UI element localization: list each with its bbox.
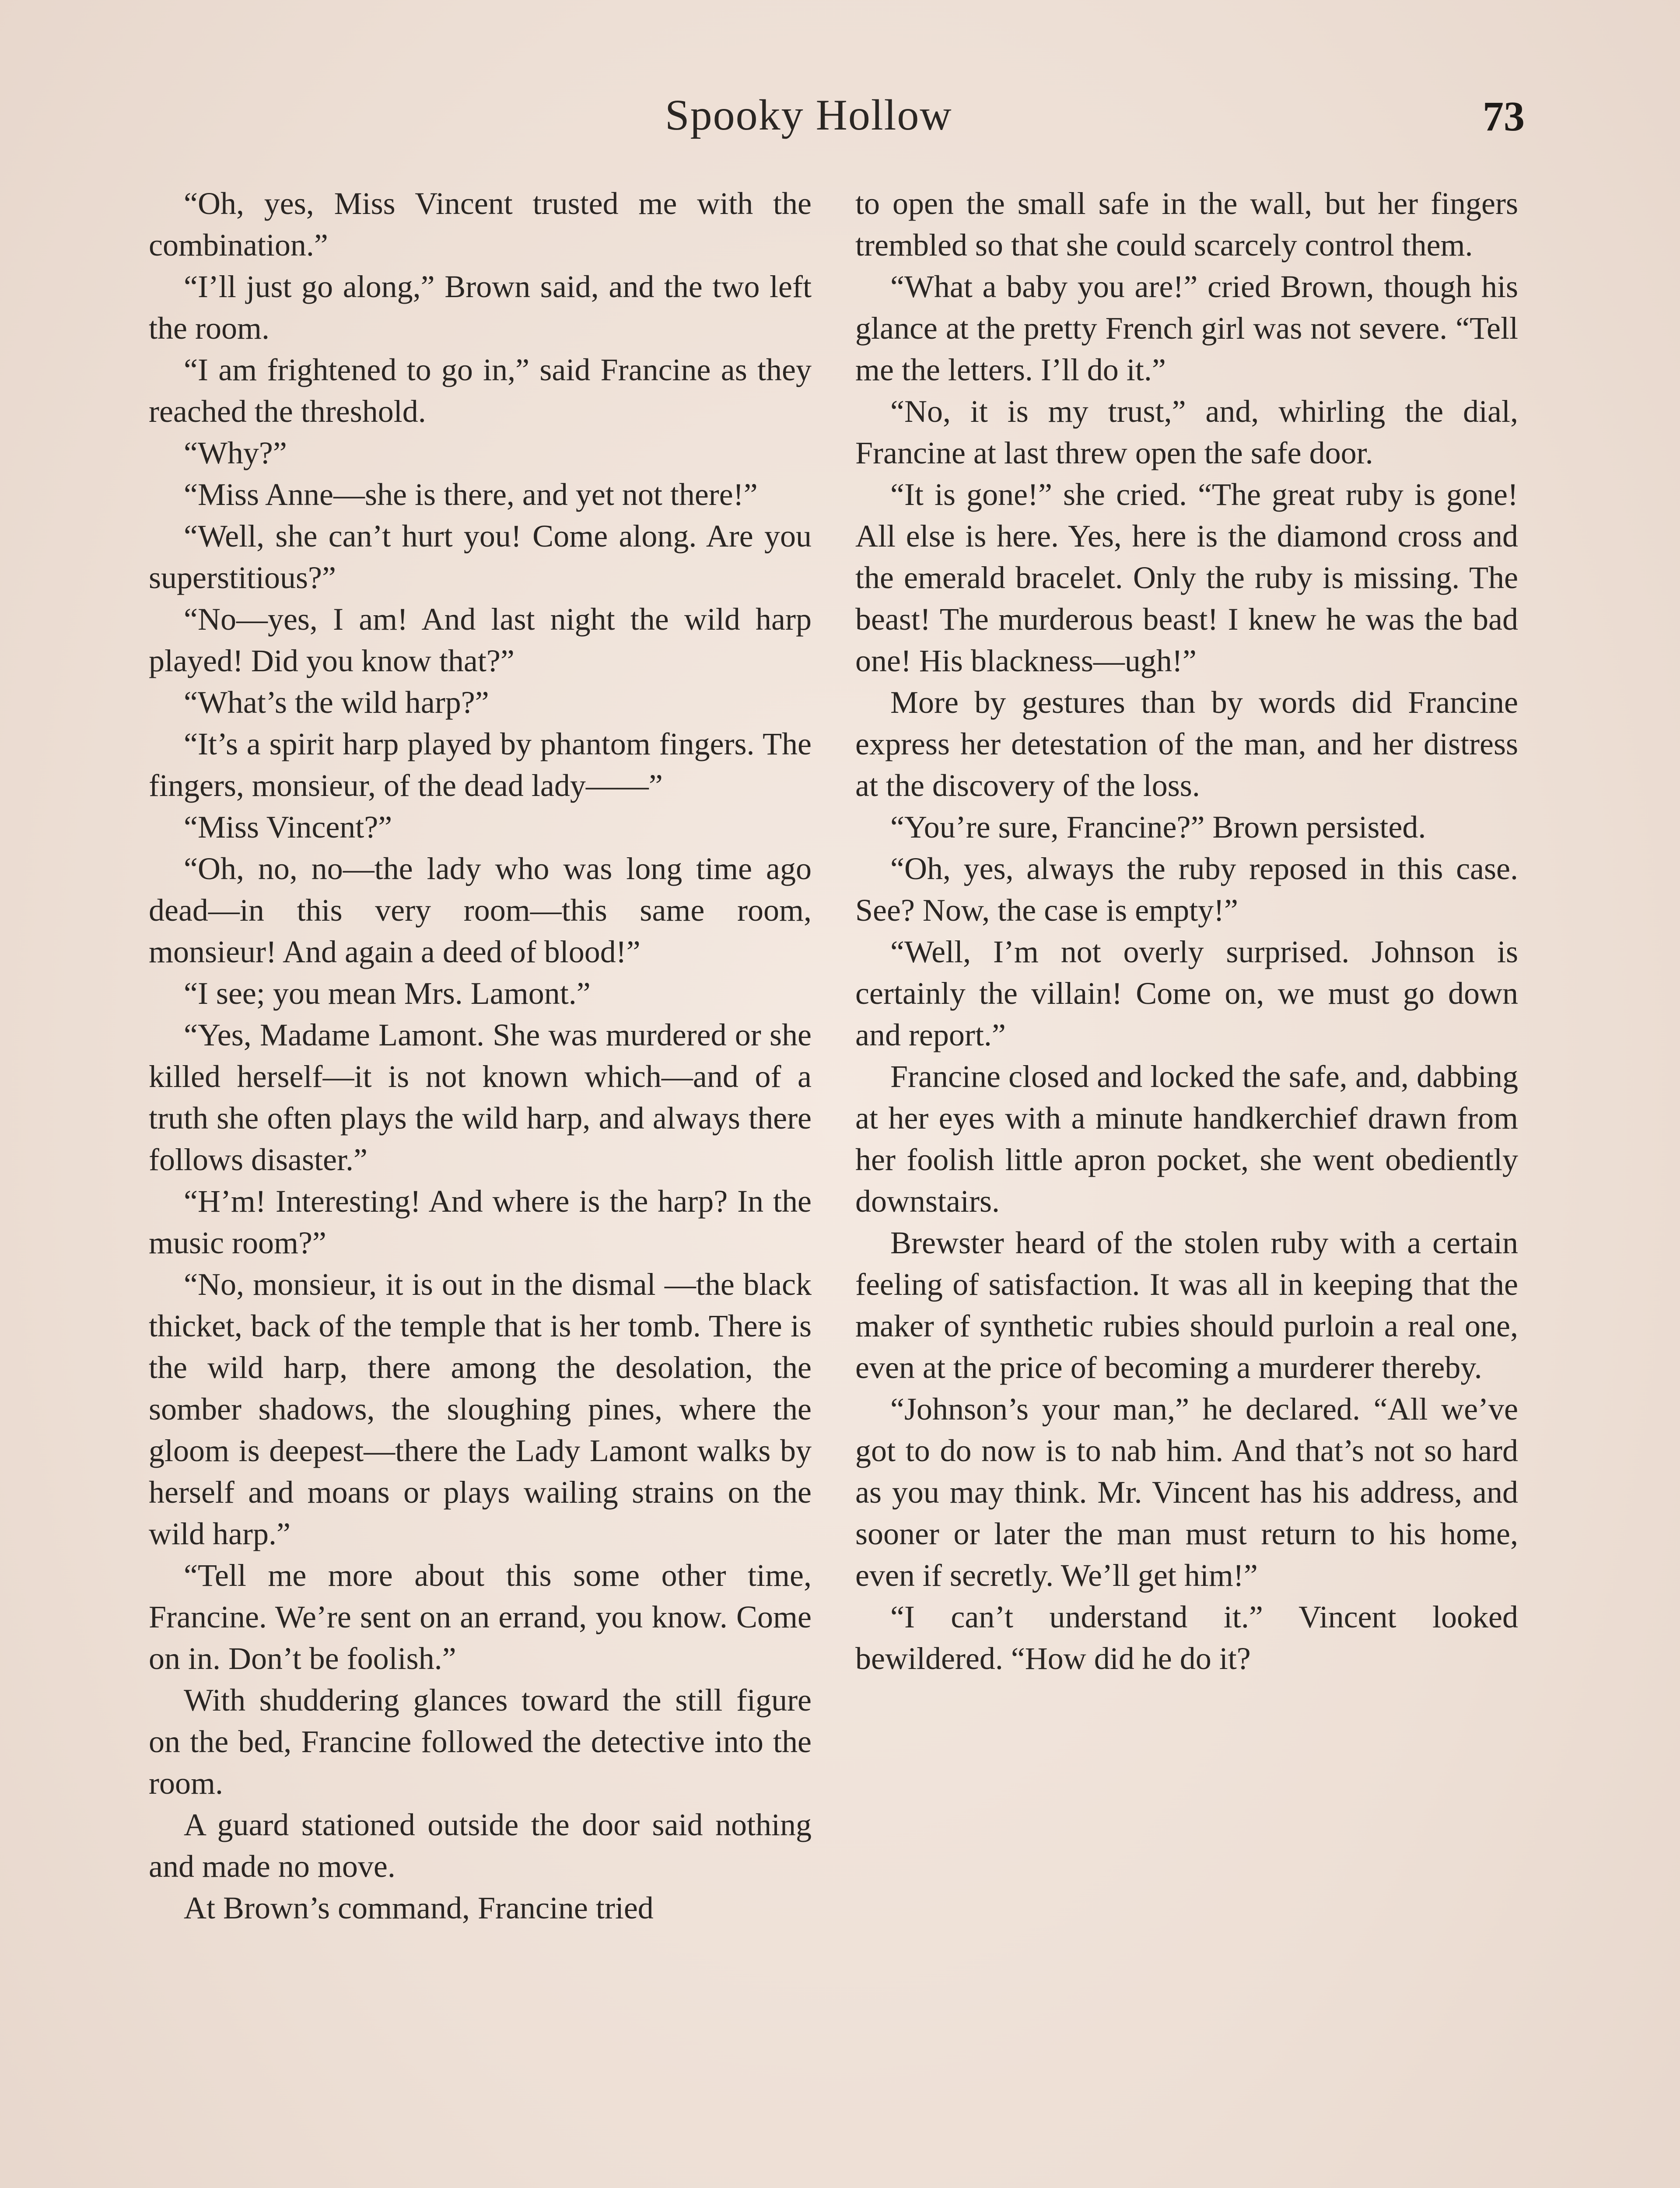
paragraph: At Brown’s command, Francine tried xyxy=(184,1890,654,1925)
paragraph: “I’ll just go along,” Brown said, and the two left the room. xyxy=(149,269,812,346)
paragraph: “Tell me more about this some other time, Francine. We’re sent on an errand, you know. Come on in. Don’t be foolish.” xyxy=(149,1558,812,1676)
paragraph: to open the small safe in the wall, but her fingers trembled so that she could scarcely control them. xyxy=(855,186,1518,263)
right-text-column xyxy=(855,183,1518,1680)
paragraph: “It’s a spirit harp played by phantom fingers. The fingers, monsieur, of the dead lady——” xyxy=(149,726,812,803)
paragraph: “I see; you mean Mrs. Lamont.” xyxy=(184,976,591,1011)
paragraph: “What’s the wild harp?” xyxy=(184,685,489,720)
paragraph: With shuddering glances toward the still figure on the bed, Francine followed the detective into the room. xyxy=(149,1683,812,1801)
paragraph: “No, it is my trust,” and, whirling the dial, Francine at last threw open the safe door. xyxy=(855,394,1518,470)
paragraph: “Oh, yes, Miss Vincent trusted me with the combination.” xyxy=(149,186,812,263)
paragraph: “No—yes, I am! And last night the wild harp played! Did you know that?” xyxy=(149,602,812,678)
paragraph: Brewster heard of the stolen ruby with a certain feeling of satisfaction. It was all in keeping that the maker of synthetic rubies should purloin a real one, even at the price of becoming a murderer thereby. xyxy=(855,1225,1518,1385)
paragraph: “Oh, yes, always the ruby reposed in this case. See? Now, the case is empty!” xyxy=(855,851,1518,928)
running-title: Spooky Hollow xyxy=(665,91,952,139)
paragraph: More by gestures than by words did Francine express her detestation of the man, and her distress at the discovery of the loss. xyxy=(855,685,1518,803)
paragraph: Francine closed and locked the safe, and, dabbing at her eyes with a minute handkerchief drawn from her foolish little apron pocket, she went obediently downstairs. xyxy=(855,1059,1518,1219)
paragraph: “H’m! Interesting! And where is the harp? In the music room?” xyxy=(149,1184,812,1260)
page-number: 73 xyxy=(1483,93,1525,140)
left-text-column xyxy=(149,183,812,1929)
paragraph: “You’re sure, Francine?” Brown persisted. xyxy=(890,810,1426,845)
paragraph: “Miss Vincent?” xyxy=(184,810,392,845)
paragraph: A guard stationed outside the door said nothing and made no move. xyxy=(149,1807,812,1884)
paragraph: “What a baby you are!” cried Brown, though his glance at the pretty French girl was not severe. “Tell me the letters. I’ll do it.” xyxy=(855,269,1518,387)
paragraph: “Well, I’m not overly surprised. Johnson is certainly the villain! Come on, we must go down and report.” xyxy=(855,934,1518,1052)
paragraph: “Well, she can’t hurt you! Come along. Are you superstitious?” xyxy=(149,519,812,595)
paragraph: “Why?” xyxy=(184,435,287,470)
paragraph: “No, monsieur, it is out in the dismal —the black thicket, back of the temple that is her tomb. There is the wild harp, there among the desolation, the somber shadows, the sloughing pines, where the gloom is deepest—there the Lady Lamont walks by herself and moans or plays wailing strains on the wild harp.” xyxy=(149,1267,812,1551)
paragraph: “Miss Anne—she is there, and yet not there!” xyxy=(184,477,758,512)
paragraph: “I am frightened to go in,” said Francine as they reached the threshold. xyxy=(149,352,812,429)
paragraph: “Yes, Madame Lamont. She was murdered or she killed herself—it is not known which—and of a truth she often plays the wild harp, and always there follows disaster.” xyxy=(149,1017,812,1177)
paragraph: “Oh, no, no—the lady who was long time ago dead—in this very room—this same room, monsieur! And again a deed of blood!” xyxy=(149,851,812,969)
paragraph: “I can’t understand it.” Vincent looked bewildered. “How did he do it? xyxy=(855,1599,1518,1676)
paragraph: “Johnson’s your man,” he declared. “All we’ve got to do now is to nab him. And that’s not so hard as you may think. Mr. Vincent has his address, and sooner or later the man must return to his home, even if secretly. We’ll get him!” xyxy=(855,1392,1518,1593)
paragraph: “It is gone!” she cried. “The great ruby is gone! All else is here. Yes, here is the diamond cross and the emerald bracelet. Only the ruby is missing. The beast! The murderous beast! I knew he was the bad one! His blackness—ugh!” xyxy=(855,477,1518,678)
